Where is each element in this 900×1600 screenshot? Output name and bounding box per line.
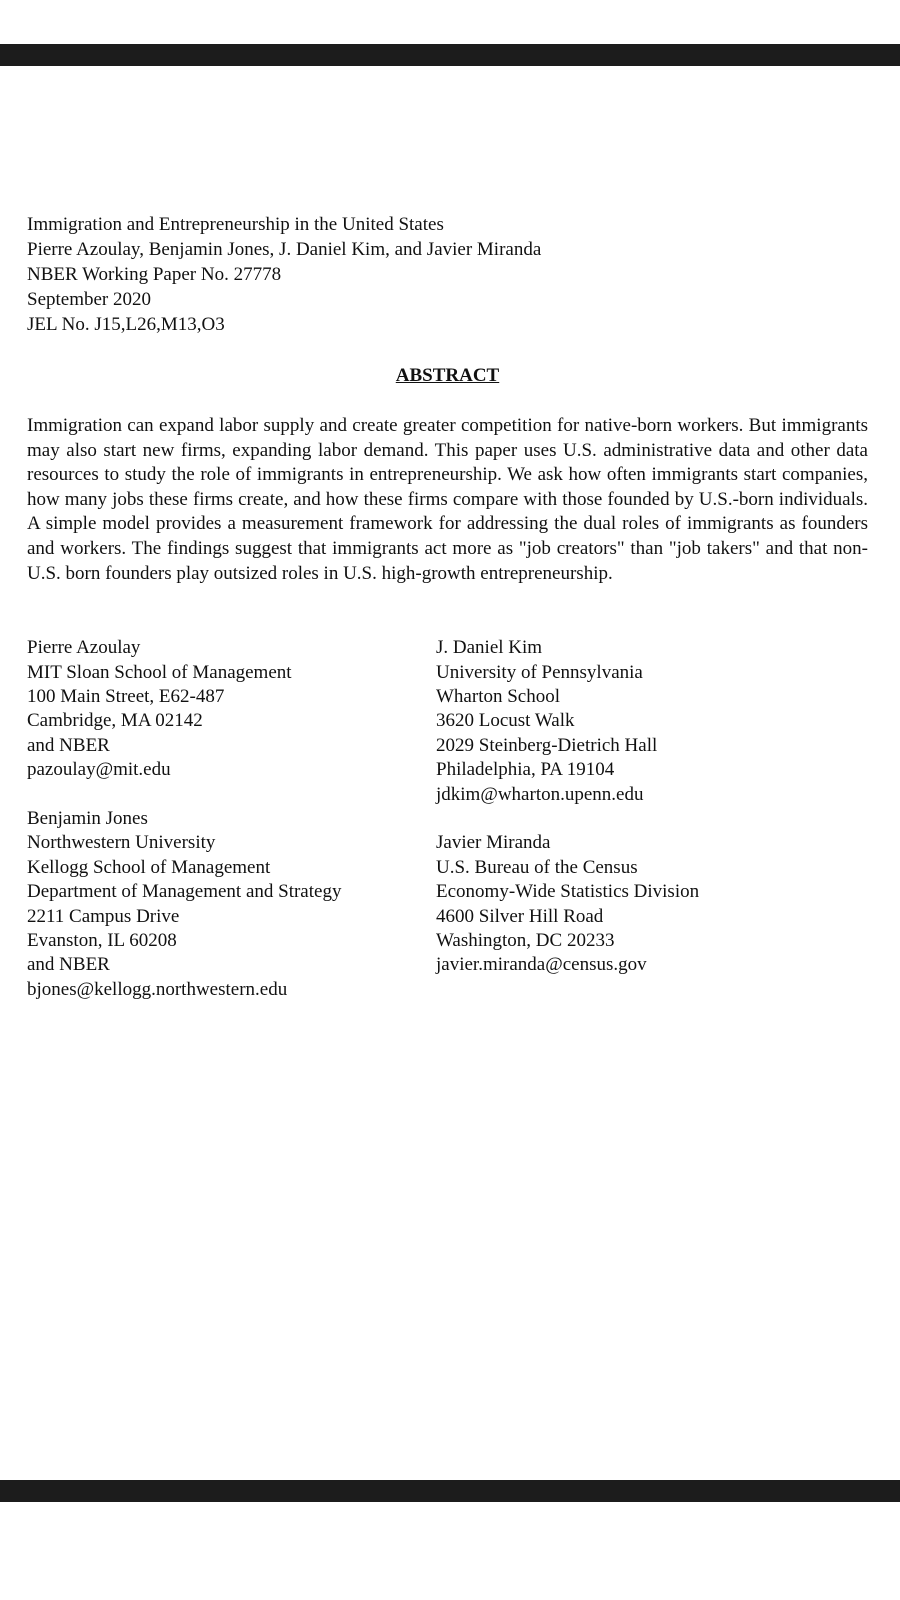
author-email: javier.miranda@census.gov	[436, 954, 647, 976]
paper-authors-line: Pierre Azoulay, Benjamin Jones, J. Daniel Kim, and Javier Miranda	[27, 239, 542, 260]
author-affiliation: U.S. Bureau of the Census	[436, 856, 638, 878]
author-affiliations	[27, 636, 868, 1002]
paper-series: NBER Working Paper No. 27778	[27, 264, 282, 285]
author-building: 2029 Steinberg-Dietrich Hall	[436, 734, 658, 756]
paper-jel: JEL No. J15,L26,M13,O3	[27, 314, 225, 335]
author-city: Cambridge, MA 02142	[27, 710, 203, 732]
author-city: Washington, DC 20233	[436, 930, 615, 952]
top-border-bar	[0, 44, 900, 66]
author-email: jdkim@wharton.upenn.edu	[436, 783, 644, 805]
paper-page	[27, 212, 868, 1002]
bottom-border-bar	[0, 1480, 900, 1502]
author-affiliation: Northwestern University	[27, 832, 216, 854]
author-address: 4600 Silver Hill Road	[436, 905, 604, 927]
author-school: Wharton School	[436, 685, 561, 707]
paper-date: September 2020	[27, 289, 152, 310]
author-email: pazoulay@mit.edu	[27, 759, 171, 781]
author-affiliation: MIT Sloan School of Management	[27, 661, 292, 683]
author-block-jones	[27, 807, 436, 1002]
author-name: Javier Miranda	[436, 832, 551, 854]
author-division: Economy-Wide Statistics Division	[436, 881, 700, 903]
abstract-text: Immigration can expand labor supply and create greater competition for native-born workers. But immigrants may also start new firms, expanding labor demand. This paper uses U.S. administrative data and other data resources to study the role of immigrants in entrepreneurship. We ask how often immigrants start companies, how many jobs these firms create, and how these firms compare with those founded by U.S.-born individuals. A simple model provides a measurement framework for addressing the dual roles of immigrants as founders and workers. The findings suggest that immigrants act more as "job creators" than "job takers" and that non-U.S. born founders play outsized roles in U.S. high-growth entrepreneurship.	[27, 415, 868, 584]
author-address: 3620 Locust Walk	[436, 710, 575, 732]
author-column-left	[27, 636, 436, 1002]
abstract-heading: ABSTRACT	[395, 365, 500, 386]
author-city: Philadelphia, PA 19104	[436, 759, 615, 781]
author-name: Benjamin Jones	[27, 807, 148, 829]
author-block-azoulay	[27, 636, 436, 782]
author-address: 100 Main Street, E62-487	[27, 685, 225, 707]
author-affiliation: University of Pennsylvania	[436, 661, 643, 683]
paper-header	[27, 212, 868, 337]
author-city: Evanston, IL 60208	[27, 930, 177, 952]
author-column-right	[436, 636, 868, 1002]
paper-title: Immigration and Entrepreneurship in the United States	[27, 214, 444, 235]
author-block-miranda	[436, 831, 868, 977]
author-school: Kellogg School of Management	[27, 856, 271, 878]
author-extra-affiliation: and NBER	[27, 734, 110, 756]
author-email: bjones@kellogg.northwestern.edu	[27, 978, 288, 1000]
author-name: Pierre Azoulay	[27, 637, 141, 659]
author-block-kim	[436, 636, 868, 807]
author-name: J. Daniel Kim	[436, 637, 543, 659]
author-department: Department of Management and Strategy	[27, 881, 342, 903]
author-address: 2211 Campus Drive	[27, 905, 180, 927]
author-extra-affiliation: and NBER	[27, 954, 110, 976]
